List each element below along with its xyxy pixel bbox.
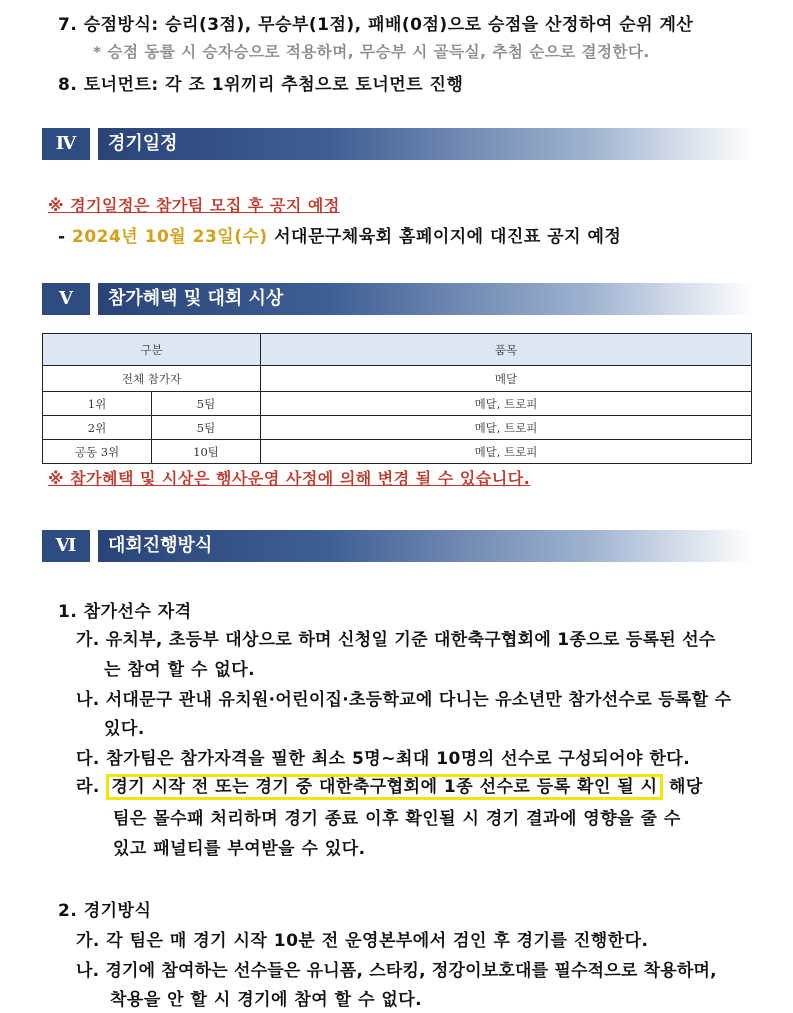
cell-rank: 2위 xyxy=(43,416,152,440)
section-title: 대회진행방식 xyxy=(108,535,213,556)
cell-teams: 5팀 xyxy=(152,392,261,416)
eligibility-ra-line1 xyxy=(76,772,703,797)
schedule-date: 2024년 10월 23일(수) xyxy=(71,227,268,247)
table-row xyxy=(43,416,752,440)
eligibility-ra-line2: 팀은 몰수패 처리하며 경기 종료 이후 확인될 시 경기 결과에 영향을 줄 수 xyxy=(113,809,681,829)
section-number: Ⅴ xyxy=(42,283,90,315)
eligibility-da: 다. 참가팀은 참가자격을 필한 최소 5명~최대 10명의 선수로 구성되어야 한다. xyxy=(76,749,691,769)
section-title: 경기일정 xyxy=(108,133,178,154)
section-number: Ⅵ xyxy=(42,530,90,562)
schedule-notice: ※ 경기일정은 참가팀 모집 후 공지 예정 xyxy=(48,196,340,215)
section-header-procedure xyxy=(42,530,754,562)
rule-item-8: 8. 토너먼트: 각 조 1위끼리 추첨으로 토너먼트 진행 xyxy=(58,75,464,95)
cell-item: 메달, 트로피 xyxy=(261,392,752,416)
section-title-bar xyxy=(98,128,754,160)
cell-category: 전체 참가자 xyxy=(43,366,261,392)
cell-rank: 공동 3위 xyxy=(43,440,152,464)
schedule-date-rest: 서대문구체육회 홈페이지에 대진표 공지 예정 xyxy=(267,227,622,247)
cell-item: 메달 xyxy=(261,366,752,392)
eligibility-ga-line1: 가. 유치부, 초등부 대상으로 하며 신청일 기준 대한축구협회에 1종으로 등록된 선수 xyxy=(76,630,716,650)
section-header-awards xyxy=(42,283,754,315)
table-row xyxy=(43,392,752,416)
eligibility-ra-line3: 있고 패널티를 부여받을 수 있다. xyxy=(113,839,366,859)
match-method-ga: 가. 각 팀은 매 경기 시작 10분 전 운영본부에서 검인 후 경기를 진행한다. xyxy=(76,931,649,951)
rule-item-7-note: * 승점 동률 시 승자승으로 적용하며, 무승부 시 골득실, 추첨 순으로 결정한다. xyxy=(93,43,650,61)
cell-item: 메달, 트로피 xyxy=(261,416,752,440)
eligibility-na-line1: 나. 서대문구 관내 유치원·어린이집·초등학교에 다니는 유소년만 참가선수로 등록할 수 xyxy=(76,690,732,710)
eligibility-na-line2: 있다. xyxy=(104,719,145,739)
dash: - xyxy=(58,227,72,247)
match-method-na-line1: 나. 경기에 참여하는 선수들은 유니폼, 스타킹, 정강이보호대를 필수적으로 착용하며, xyxy=(76,961,717,981)
cell-rank: 1위 xyxy=(43,392,152,416)
table-row xyxy=(43,440,752,464)
schedule-date-line xyxy=(58,222,621,247)
eligibility-ga-line2: 는 참여 할 수 없다. xyxy=(104,660,256,680)
awards-notice: ※ 참가혜택 및 시상은 행사운영 사정에 의해 변경 될 수 있습니다. xyxy=(48,469,531,488)
table-row xyxy=(43,366,752,392)
awards-table xyxy=(42,333,752,464)
cell-teams: 5팀 xyxy=(152,416,261,440)
section-header-schedule xyxy=(42,128,754,160)
highlighted-text: 경기 시작 전 또는 경기 중 대한축구협회에 1종 선수로 등록 확인 될 시 xyxy=(106,774,662,800)
rule-item-7: 7. 승점방식: 승리(3점), 무승부(1점), 패배(0점)으로 승점을 산정하여 순위 계산 xyxy=(58,15,694,35)
section-title: 참가혜택 및 대회 시상 xyxy=(108,288,284,309)
eligibility-title: 1. 참가선수 자격 xyxy=(58,602,192,622)
table-header-row xyxy=(43,334,752,366)
header-category: 구분 xyxy=(43,334,261,366)
section-number: Ⅳ xyxy=(42,128,90,160)
match-method-na-line2: 착용을 안 할 시 경기에 참여 할 수 없다. xyxy=(110,990,423,1010)
cell-item: 메달, 트로피 xyxy=(261,440,752,464)
cell-teams: 10팀 xyxy=(152,440,261,464)
ra-rest: 해당 xyxy=(662,777,703,797)
header-item: 품목 xyxy=(261,334,752,366)
ra-prefix: 라. xyxy=(76,777,107,797)
match-method-title: 2. 경기방식 xyxy=(58,901,152,921)
